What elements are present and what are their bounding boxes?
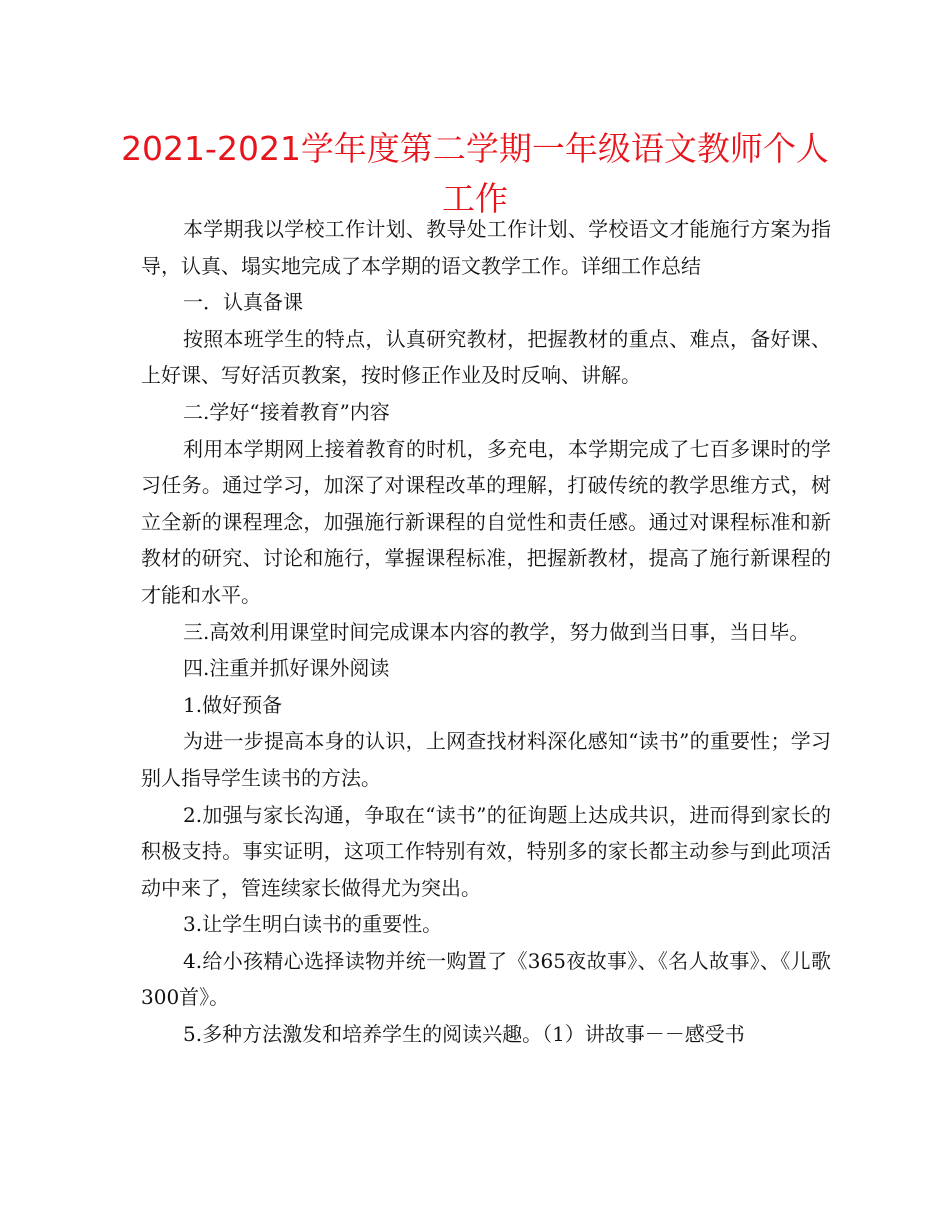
paragraph: 按照本班学生的特点，认真研究教材，把握教材的重点、难点，备好课、上好课、写好活页教案，按时修正作业及时反响、讲解。 [141,326,831,388]
list-item: 1.做好预备 [183,692,283,717]
list-item: 5.多种方法激发和培养学生的阅读兴趣。（1）讲故事－－感受书 [183,1022,745,1047]
section-heading: 一．认真备课 [183,290,303,315]
list-item: 3.让学生明白读书的重要性。 [183,912,443,937]
section-heading: 四.注重并抓好课外阅读 [183,656,390,681]
paragraph: 利用本学期网上接着教育的时机，多充电，本学期完成了七百多课时的学习任务。通过学习，加深了对课程改革的理解，打破传统的教学思维方式，树立全新的课程理念，加强施行新课程的自觉性和责任感。通过对课程标准和新教材的研究、讨论和施行，掌握课程标准，把握新教材，提高了施行新课程的才能和水平。 [141,436,831,607]
section-heading: 三.高效利用课堂时间完成课本内容的教学，努力做到当日事，当日毕。 [183,619,810,644]
paragraph: 为进一步提高本身的认识，上网查找材料深化感知“读书”的重要性；学习别人指导学生读书的方法。 [141,729,831,790]
document-title: 2021-2021学年度第二学期一年级语文教师个人工作 [121,129,829,218]
section-heading: 二.学好“接着教育”内容 [183,399,390,424]
paragraph: 本学期我以学校工作计划、教导处工作计划、学校语文才能施行方案为指导，认真、塌实地完成了本学期的语文教学工作。详细工作总结 [141,217,831,278]
document-body [141,211,831,1053]
list-item: 2.加强与家长沟通，争取在“读书”的征询题上达成共识，进而得到家长的积极支持。事实证明，这项工作特别有效，特别多的家长都主动参与到此项活动中来了，管连续家长做得尤为突出。 [141,802,831,900]
list-item: 4.给小孩精心选择读物并统一购置了《365夜故事》、《名人故事》、《儿歌300首》。 [141,948,831,1010]
